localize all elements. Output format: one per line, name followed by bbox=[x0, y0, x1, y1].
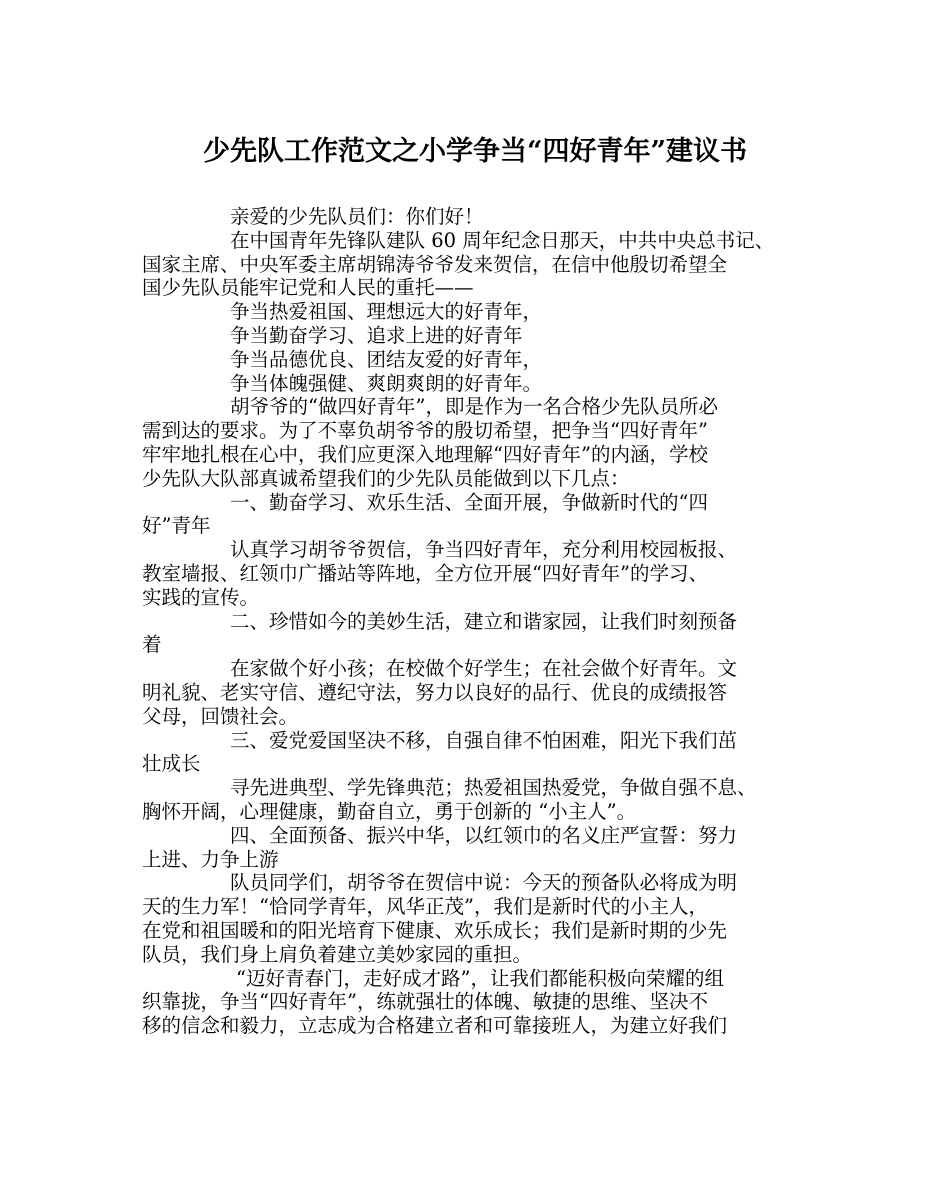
text-line: 在中国青年先锋队建队 60 周年纪念日那天，中共中央总书记、 bbox=[230, 228, 775, 252]
text-line: 好”青年 bbox=[142, 514, 211, 538]
text-line: 三、爱党爱国坚决不移，自强自律不怕困难，阳光下我们茁 bbox=[230, 728, 738, 752]
text-line: 队员，我们身上肩负着建立美妙家园的重担。 bbox=[142, 942, 533, 966]
text-line: 在党和祖国暖和的阳光培育下健康、欢乐成长；我们是新时期的少先 bbox=[142, 918, 728, 942]
text-line: 移的信念和毅力，立志成为合格建立者和可靠接班人，为建立好我们 bbox=[142, 1014, 728, 1038]
text-line: 争当体魄强健、爽朗爽朗的好青年。 bbox=[230, 371, 543, 395]
text-line: 一、勤奋学习、欢乐生活、全面开展，争做新时代的“四 bbox=[230, 490, 708, 514]
text-line: 少先队大队部真诚希望我们的少先队员能做到以下几点： bbox=[142, 466, 630, 490]
text-line: 亲爱的少先队员们：你们好！ bbox=[230, 205, 484, 228]
text-line: 需到达的要求。为了不辜负胡爷爷的殷切希望，把争当“四好青年” bbox=[142, 419, 708, 443]
text-line: 争当勤奋学习、追求上进的好青年 bbox=[230, 323, 523, 347]
text-line: “迈好青春门，走好成才路”，让我们都能积极向荣耀的组 bbox=[236, 966, 724, 990]
text-line: 队员同学们，胡爷爷在贺信中说：今天的预备队必将成为明 bbox=[230, 871, 738, 895]
text-line: 在家做个好小孩；在校做个好学生；在社会做个好青年。文 bbox=[230, 657, 738, 681]
text-line: 国家主席、中央军委主席胡锦涛爷爷发来贺信，在信中他殷切希望全 bbox=[142, 252, 728, 276]
text-line: 四、全面预备、振兴中华，以红领巾的名义庄严宣誓：努力 bbox=[230, 823, 738, 847]
text-line: 织靠拢，争当“四好青年”，练就强壮的体魄、敏捷的思维、坚决不 bbox=[142, 990, 708, 1014]
document-title: 少先队工作范文之小学争当“四好青年”建议书 bbox=[202, 136, 748, 167]
text-line: 寻先进典型、学先锋典范；热爱祖国热爱党，争做自强不息、 bbox=[230, 776, 757, 800]
text-line: 国少先队员能牢记党和人民的重托—— bbox=[142, 276, 474, 300]
text-line: 壮成长 bbox=[142, 752, 201, 776]
text-line: 二、珍惜如今的美妙生活，建立和谐家园，让我们时刻预备 bbox=[230, 609, 738, 633]
text-line: 胡爷爷的“做四好青年”，即是作为一名合格少先队员所必 bbox=[230, 395, 718, 419]
text-line: 明礼貌、老实守信、遵纪守法，努力以良好的品行、优良的成绩报答 bbox=[142, 680, 728, 704]
text-line: 牢牢地扎根在心中，我们应更深入地理解“四好青年”的内涵，学校 bbox=[142, 442, 708, 466]
text-line: 着 bbox=[142, 633, 162, 657]
text-line: 天的生力军！“恰同学青年，风华正茂”，我们是新时代的小主人， bbox=[142, 895, 708, 919]
text-line: 实践的宣传。 bbox=[142, 585, 260, 609]
text-line: 教室墙报、红领巾广播站等阵地，全方位开展“四好青年”的学习、 bbox=[142, 561, 708, 585]
text-line: 父母，回馈社会。 bbox=[142, 704, 299, 728]
text-line: 争当品德优良、团结友爱的好青年， bbox=[230, 347, 543, 371]
text-line: 争当热爱祖国、理想远大的好青年， bbox=[230, 300, 543, 324]
document-body bbox=[142, 205, 810, 1038]
text-line: 胸怀开阔，心理健康，勤奋自立，勇于创新的 “小主人”。 bbox=[142, 799, 637, 823]
text-line: 认真学习胡爷爷贺信，争当四好青年，充分利用校园板报、 bbox=[230, 538, 738, 562]
text-line: 上进、力争上游 bbox=[142, 847, 279, 871]
